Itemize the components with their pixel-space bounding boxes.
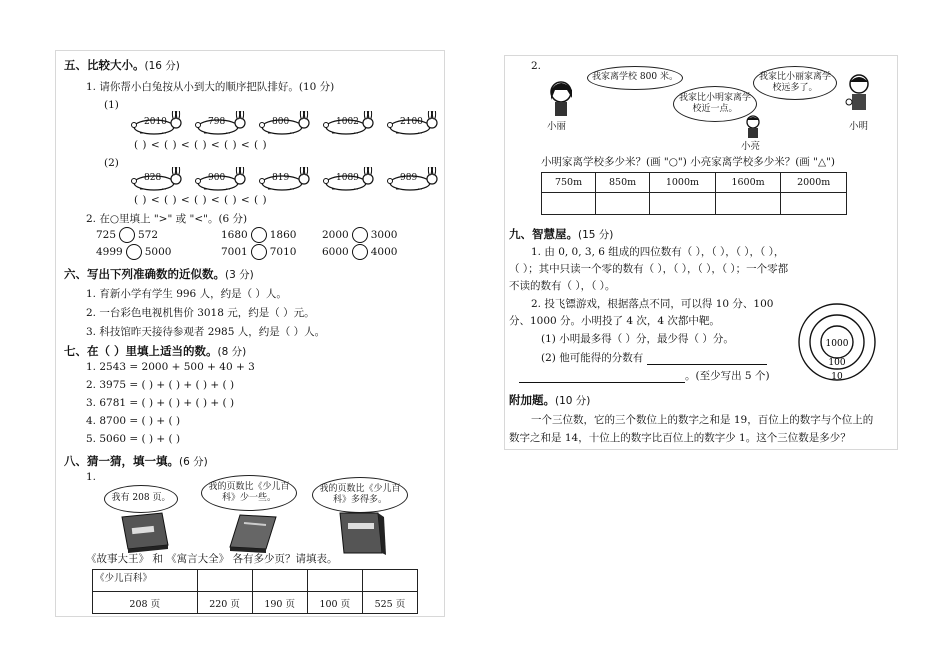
book-table-blank-cell[interactable] — [307, 570, 362, 592]
section-8-heading: 八、猜一猜，填一填。 — [64, 454, 179, 468]
rabbit-number: 1089 — [336, 173, 359, 183]
compare-item-2: 1680 1860 — [221, 229, 297, 241]
section-8-score: (6 分) — [179, 456, 208, 468]
distance-option-cell[interactable]: 850m — [596, 173, 650, 193]
rabbit-number: 2010 — [144, 117, 167, 127]
section-6-title — [64, 266, 254, 282]
section-6-item-3: 3. 科技馆昨天接待参观者 2985 人，约是（ ）人。 — [86, 326, 326, 338]
boy-xiaoming-illustration — [841, 72, 877, 116]
rabbit-icon — [130, 167, 182, 191]
extra-heading: 附加题。 — [509, 393, 555, 407]
rabbit-icon — [322, 111, 374, 135]
rabbit-icon — [194, 111, 246, 135]
section-8-title — [64, 453, 208, 469]
compare-circle-3[interactable] — [352, 227, 368, 243]
section-8-question: 《故事大王》 和 《寓言大全》 各有多少页？请填表。 — [86, 553, 338, 565]
distance-bubble-xiaoli: 我家离学校 800 米。 — [587, 66, 683, 90]
book-table-header-cell: 《少儿百科》 — [93, 570, 198, 592]
book-pages-table — [92, 569, 418, 614]
section-9-p2-line-3: (1) 小明最多得（ ）分，最少得（ ）分。 — [541, 333, 734, 345]
section-9-p1-line-2: （ ）；其中只读一个零的数有（ ），（ ），（ ），（ ）；一个零都 — [509, 263, 789, 275]
distance-answer-cell[interactable] — [650, 193, 716, 215]
distance-option-cell[interactable]: 1000m — [650, 173, 716, 193]
compare-item-4: 4999 5000 — [96, 246, 172, 258]
book-table-value-cell: 100 页 — [307, 592, 362, 614]
distance-answer-cell[interactable] — [781, 193, 847, 215]
section-7-item-4: 4. 8700 = ( ) + ( ) — [86, 415, 181, 427]
rabbit-row-1-order-blanks: ( ) < ( ) < ( ) < ( ) < ( ) — [134, 139, 268, 151]
extra-question-line-1: 一个三位数，它的三个数位上的数字之和是 19，百位上的数字与个位上的 — [531, 414, 874, 426]
distance-bubble-xiaoming: 我家比小丽家离学校远多了。 — [753, 66, 837, 100]
target-label-1000: 1000 — [825, 339, 849, 349]
section-6-score: (3 分) — [225, 269, 254, 281]
section-7-item-2: 2. 3975 = ( ) + ( ) + ( ) + ( ) — [86, 379, 235, 391]
name-xiaoming: 小明 — [849, 121, 869, 132]
distance-option-cell[interactable]: 2000m — [781, 173, 847, 193]
distance-option-cell[interactable]: 750m — [542, 173, 596, 193]
rabbit-row-2-order-blanks: ( ) < ( ) < ( ) < ( ) < ( ) — [134, 194, 268, 206]
rabbit-number: 798 — [208, 117, 226, 127]
rabbit-icon — [258, 167, 310, 191]
section-9-p1-line-1: 1. 由 0, 0, 3, 6 组成的四位数有（ ），（ ），（ ），（ ）， — [531, 246, 785, 258]
dartboard-target-icon — [795, 302, 879, 382]
section-7-item-3: 3. 6781 = ( ) + ( ) + ( ) + ( ) — [86, 397, 235, 409]
section-6-heading: 六、写出下列准确数的近似数。 — [64, 267, 225, 281]
compare-circle-1[interactable] — [119, 227, 135, 243]
rabbit-row-2-label: (2) — [104, 157, 119, 169]
compare-item-5: 7001 7010 — [221, 246, 297, 258]
compare-circle-4[interactable] — [126, 244, 142, 260]
distance-question: 小明家离学校多少米？(画 "○") 小亮家离学校多少米？(画 "△") — [541, 156, 835, 168]
section-5-heading: 五、比较大小。 — [64, 58, 145, 72]
girl-xiaoli-illustration — [545, 78, 581, 118]
rabbit-icon — [322, 167, 374, 191]
compare-circle-5[interactable] — [251, 244, 267, 260]
rabbit-number: 2100 — [400, 117, 423, 127]
rabbit-row-1-label: (1) — [104, 99, 119, 111]
possible-scores-blank[interactable] — [647, 352, 767, 365]
section-6-item-2: 2. 一台彩色电视机售价 3018 元，约是（ ）元。 — [86, 307, 315, 319]
rabbit-number: 900 — [208, 173, 226, 183]
book-bubble-3: 我的页数比《少儿百科》多得多。 — [312, 477, 408, 513]
left-worksheet-page — [55, 50, 445, 617]
section-7-heading: 七、在（ ）里填上适当的数。 — [64, 344, 218, 358]
compare-circle-6[interactable] — [352, 244, 368, 260]
name-xiaoliang: 小亮 — [741, 141, 761, 152]
rabbit-number: 800 — [272, 117, 290, 127]
book-table-blank-cell[interactable] — [252, 570, 307, 592]
rabbit-number: 989 — [400, 173, 418, 183]
target-label-100: 100 — [828, 358, 846, 368]
rabbit-icon — [386, 111, 438, 135]
distance-answer-cell[interactable] — [596, 193, 650, 215]
distance-answer-cell[interactable] — [542, 193, 596, 215]
distance-option-cell[interactable]: 1600m — [715, 173, 781, 193]
section-5-title — [64, 57, 180, 73]
distance-answer-cell[interactable] — [715, 193, 781, 215]
book-bubble-2: 我的页数比《少儿百科》少一些。 — [201, 475, 297, 511]
right-q2-number: 2. — [531, 60, 542, 72]
section-9-score: (15 分) — [578, 229, 614, 241]
rabbit-number: 819 — [272, 173, 290, 183]
rabbit-icon — [130, 111, 182, 135]
rabbit-number: 828 — [144, 173, 162, 183]
extra-question-line-2: 数字之和是 14，十位上的数字比百位上的数字少 1。这个三位数是多少？ — [509, 432, 851, 444]
compare-item-3: 2000 3000 — [322, 229, 398, 241]
target-label-10: 10 — [831, 372, 843, 382]
section-8-number: 1. — [86, 471, 97, 483]
book-table-value-cell: 190 页 — [252, 592, 307, 614]
extra-score: (10 分) — [555, 395, 591, 407]
rabbit-icon — [194, 167, 246, 191]
distance-bubble-xiaoliang: 我家比小明家离学校近一点。 — [673, 86, 757, 122]
book-table-blank-cell[interactable] — [362, 570, 417, 592]
name-xiaoli: 小丽 — [547, 121, 567, 132]
section-9-title — [509, 226, 613, 242]
compare-item-6: 6000 4000 — [322, 246, 398, 258]
book-icon-story-king — [226, 511, 280, 555]
possible-scores-blank-2[interactable] — [519, 370, 685, 383]
book-table-value-cell: 220 页 — [197, 592, 252, 614]
book-table-blank-cell[interactable] — [197, 570, 252, 592]
rabbit-icon — [386, 167, 438, 191]
section-5-q2: 2. 在○里填上 ">" 或 "<"。(6 分) — [86, 213, 248, 225]
book-table-value-cell: 525 页 — [362, 592, 417, 614]
book-icon-children-encyclopedia — [118, 509, 172, 553]
section-9-p2-line-2: 分、1000 分。小明投了 4 次，4 次都中靶。 — [509, 315, 720, 327]
distance-options-table — [541, 172, 847, 215]
right-worksheet-page — [504, 55, 898, 450]
extra-question-title — [509, 392, 590, 408]
section-9-p1-line-3: 不读的数有（ ），（ ）。 — [509, 280, 616, 292]
rabbit-icon — [258, 111, 310, 135]
section-9-heading: 九、智慧屋。 — [509, 227, 578, 241]
section-7-item-5: 5. 5060 = ( ) + ( ) — [86, 433, 181, 445]
section-9-p2-line-4: (2) 他可能得的分数有 — [541, 350, 767, 365]
boy-xiaoliang-illustration — [741, 114, 765, 138]
compare-circle-2[interactable] — [251, 227, 267, 243]
section-7-item-1: 1. 2543 = 2000 + 500 + 40 + 3 — [86, 361, 255, 373]
rabbit-number: 1002 — [336, 117, 359, 127]
book-bubble-1: 我有 208 页。 — [104, 485, 178, 513]
section-7-score: (8 分) — [217, 346, 247, 358]
section-9-p2-line-1: 2. 投飞镖游戏，根据落点不同，可以得 10 分、100 — [531, 298, 774, 310]
compare-item-1: 725 572 — [96, 229, 159, 241]
section-7-title — [64, 343, 246, 359]
section-6-item-1: 1. 育新小学有学生 996 人，约是（ ）人。 — [86, 288, 287, 300]
section-9-p2-line-5: 。(至少写出 5 个) — [519, 368, 770, 383]
section-5-score: (16 分) — [144, 60, 180, 72]
section-5-q1: 1. 请你帮小白兔按从小到大的顺序把队排好。(10 分) — [86, 81, 335, 93]
book-icon-fable-collection — [334, 509, 390, 559]
book-table-value-cell: 208 页 — [93, 592, 198, 614]
